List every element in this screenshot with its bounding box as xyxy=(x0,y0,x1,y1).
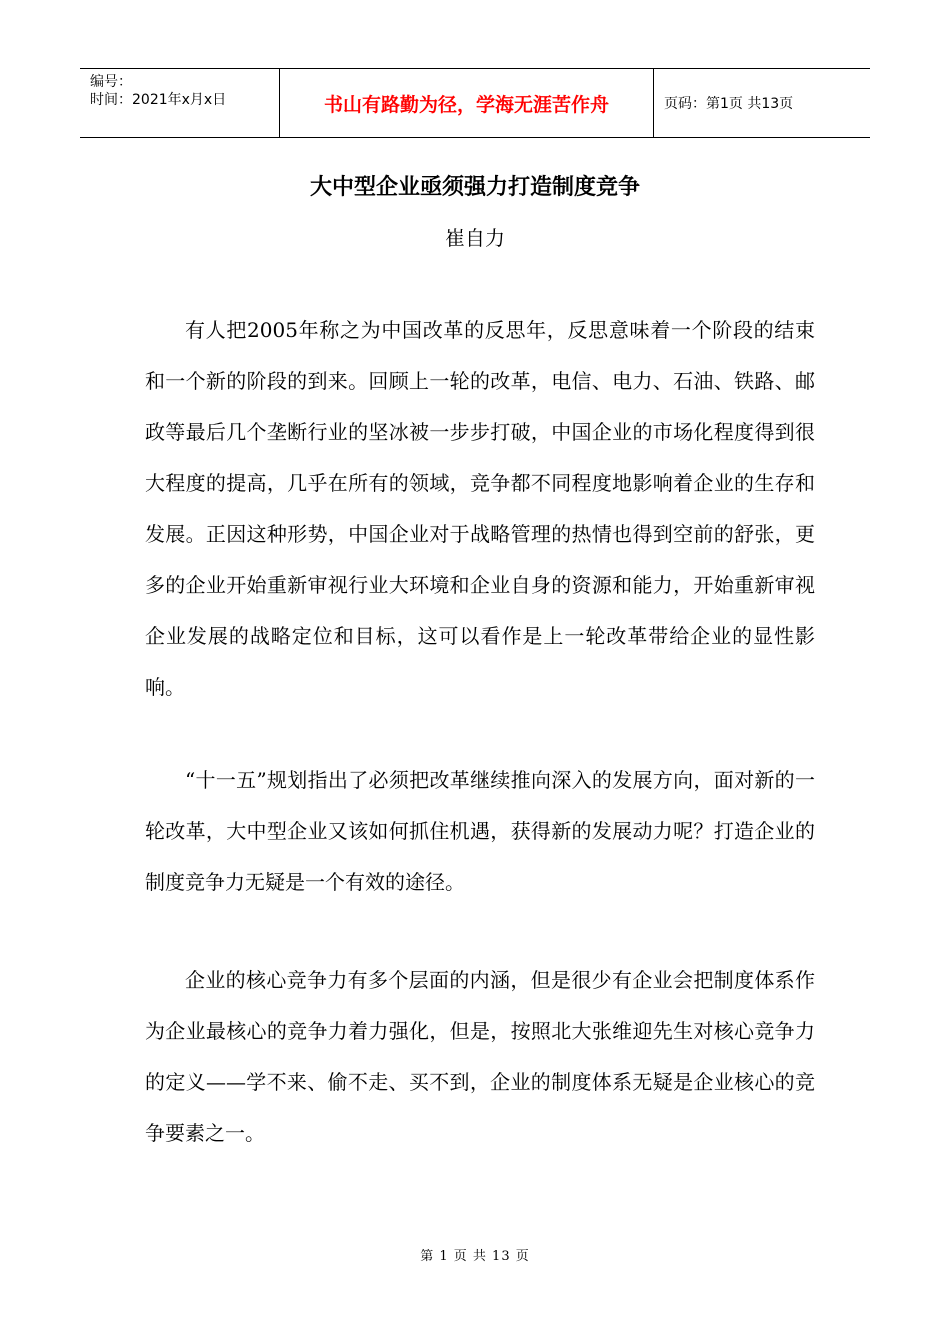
paragraph-2: “十一五”规划指出了必须把改革继续推向深入的发展方向，面对新的一轮改革，大中型企业又该如何抓住机遇，获得新的发展动力呢？打造企业的制度竞争力无疑是一个有效的途径。 xyxy=(145,768,815,894)
header-meta xyxy=(80,69,280,137)
article-title: 大中型企业亟须强力打造制度竞争 xyxy=(309,175,640,200)
page-footer: 第 1 页 共 13 页 xyxy=(420,1249,530,1264)
article-author: 崔自力 xyxy=(445,226,505,250)
header-motto: 书山有路勤为径，学海无涯苦作舟 xyxy=(280,69,654,137)
document-header xyxy=(80,68,870,138)
time-label: 时间：2021年x月x日 xyxy=(90,92,227,108)
number-label: 编号： xyxy=(90,74,132,90)
header-page-info: 页码：第1页 共13页 xyxy=(664,96,794,112)
paragraph-1: 有人把2005年称之为中国改革的反思年，反思意味着一个阶段的结束和一个新的阶段的到来。回顾上一轮的改革，电信、电力、石油、铁路、邮政等最后几个垄断行业的坚冰被一步步打破，中国企业的市场化程度得到很大程度的提高，几乎在所有的领域，竞争都不同程度地影响着企业的生存和发展。正因这种形势，中国企业对于战略管理的热情也得到空前的舒张，更多的企业开始重新审视行业大环境和企业自身的资源和能力，开始重新审视企业发展的战略定位和目标，这可以看作是上一轮改革带给企业的显性影响。 xyxy=(145,318,815,699)
paragraph-3: 企业的核心竞争力有多个层面的内涵，但是很少有企业会把制度体系作为企业最核心的竞争力着力强化，但是，按照北大张维迎先生对核心竞争力的定义——学不来、偷不走、买不到，企业的制度体系无疑是企业核心的竞争要素之一。 xyxy=(145,968,815,1145)
